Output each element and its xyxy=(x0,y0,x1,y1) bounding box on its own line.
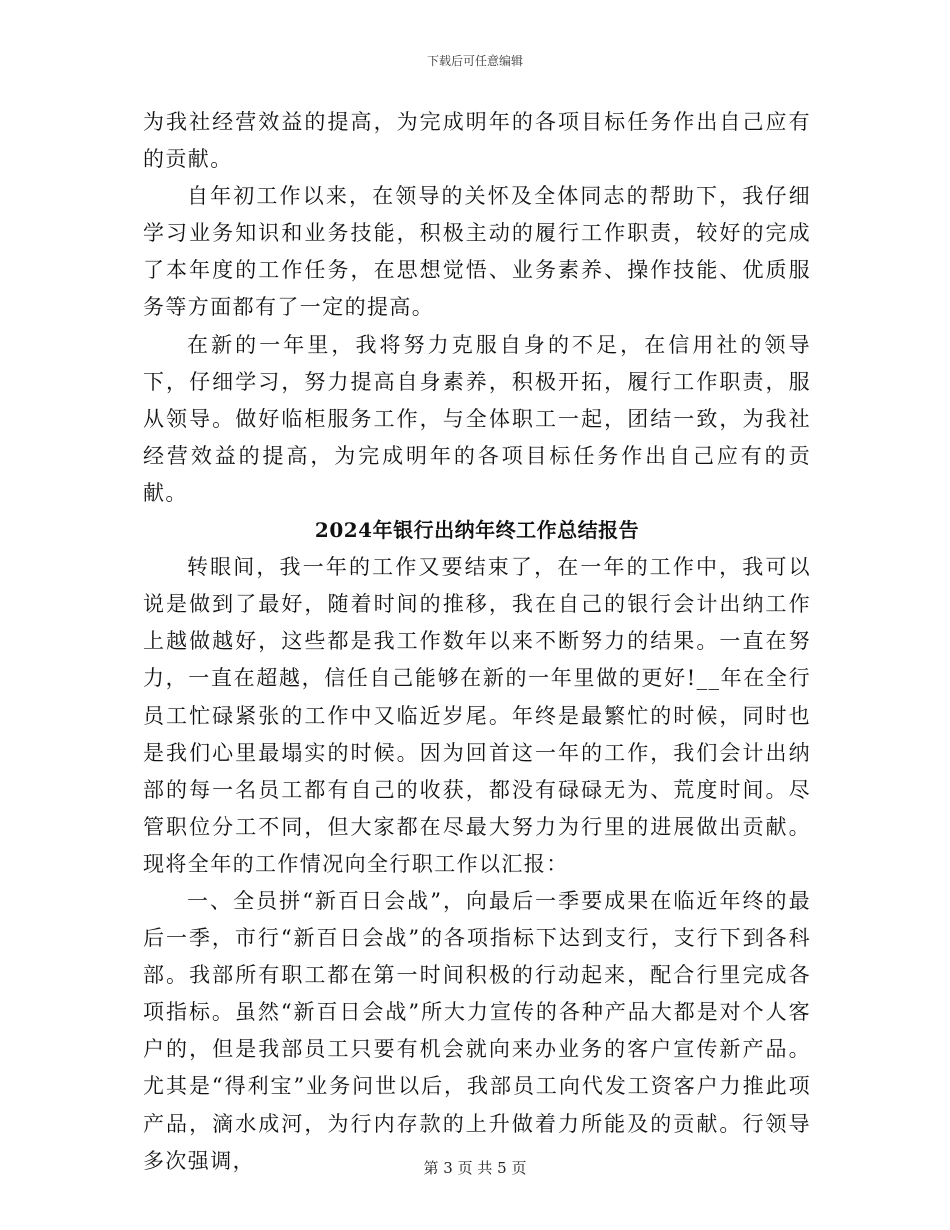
page-number: 第 3 页 共 5 页 xyxy=(423,1159,527,1177)
paragraph-point-one: 一、全员拼“新百日会战”，向最后一季要成果在临近年终的最后一季，市行“新百日会战”的各项指标下达到支行，支行下到各科部。我部所有职工都在第一时间积极的行动起来，配合行里完成各项指标。虽然“新百日会战”所大力宣传的各种产品大都是对个人客户的，但是我部员工只要有机会就向来办业务的客户宣传新产品。尤其是“得利宝”业务问世以后，我部员工向代发工资客户力推此项产品，滴水成河，为行内存款的上升做着力所能及的贡献。行领导多次强调， xyxy=(143,888,811,1173)
paragraph-report-intro: 转眼间，我一年的工作又要结束了，在一年的工作中，我可以说是做到了最好，随着时间的推移，我在自己的银行会计出纳工作上越做越好，这些都是我工作数年以来不断努力的结果。一直在努力，一直在超越，信任自己能够在新的一年里做的更好!__年在全行员工忙碌紧张的工作中又临近岁尾。年终是最繁忙的时候，同时也是我们心里最塌实的时候。因为回首这一年的工作，我们会计出纳部的每一名员工都有自己的收获，都没有碌碌无为、荒度时间。尽管职位分工不同，但大家都在尽最大努力为行里的进展做出贡献。现将全年的工作情况向全行职工作以汇报： xyxy=(143,555,811,876)
document-body xyxy=(143,104,811,1180)
paragraph-new-year-plan: 在新的一年里，我将努力克服自身的不足，在信用社的领导下，仔细学习，努力提高自身素养，积极开拓，履行工作职责，服从领导。做好临柜服务工作，与全体职工一起，团结一致，为我社经营效益的提高，为完成明年的各项目标任务作出自己应有的贡献。 xyxy=(143,332,811,505)
paragraph-continuation: 为我社经营效益的提高，为完成明年的各项目标任务作出自己应有的贡献。 xyxy=(143,110,811,172)
paragraph-work-summary: 自年初工作以来，在领导的关怀及全体同志的帮助下，我仔细学习业务知识和业务技能，积极主动的履行工作职责，较好的完成了本年度的工作任务，在思想觉悟、业务素养、操作技能、优质服务等方面都有了一定的提高。 xyxy=(143,184,811,320)
page-header: 下载后可任意编辑 xyxy=(426,54,523,68)
section-title: 2024年银行出纳年终工作总结报告 xyxy=(314,518,640,543)
